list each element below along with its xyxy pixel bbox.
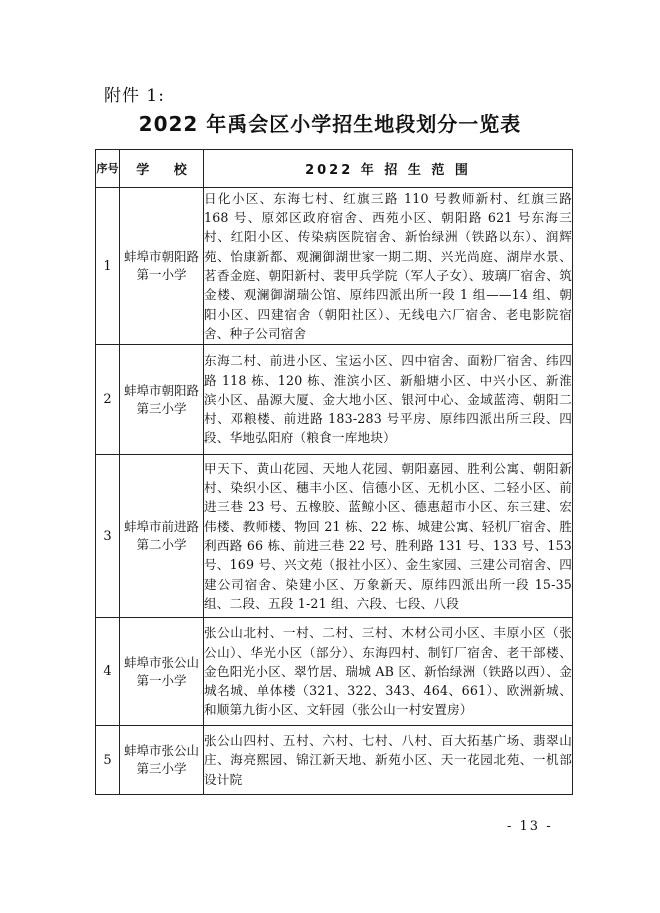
- table-row: [96, 618, 573, 726]
- header-school: 学 校: [120, 150, 204, 188]
- row-serial-no: 3: [96, 455, 120, 618]
- row-school-name: 蚌埠市张公山第三小学: [120, 726, 204, 795]
- row-serial-no: 5: [96, 726, 120, 795]
- row-enrollment-range: 东海二村、前进小区、宝运小区、四中宿舍、面粉厂宿舍、纬四路 118 栋、120 栋、淮滨小区、新船塘小区、中兴小区、新淮滨小区、晶源大厦、金大地小区、银河中心、金域蓝湾、朝阳二村、邓粮楼、前进路 183-283 号平房、原纬四派出所三段、四段、华地弘阳府（粮食一库地块）: [204, 345, 573, 455]
- row-school-name: 蚌埠市张公山第一小学: [120, 618, 204, 726]
- header-serial-no: 序号: [96, 150, 120, 188]
- row-school-name: 蚌埠市朝阳路第一小学: [120, 188, 204, 345]
- header-enrollment-range: 2022 年 招 生 范 围: [204, 150, 573, 188]
- table-row: [96, 726, 573, 795]
- row-school-name: 蚌埠市前进路第二小学: [120, 455, 204, 618]
- row-serial-no: 4: [96, 618, 120, 726]
- row-serial-no: 2: [96, 345, 120, 455]
- table-row: [96, 345, 573, 455]
- enrollment-zone-table: [95, 149, 573, 795]
- table-header-row: [96, 150, 573, 188]
- table-row: [96, 188, 573, 345]
- attachment-label: 附件 1:: [104, 86, 165, 106]
- row-enrollment-range: 甲天下、黄山花园、天地人花园、朝阳嘉园、胜利公寓、朝阳新村、染织小区、穗丰小区、信德小区、无机小区、二轻小区、前进三巷 23 号、五橡胶、蓝鲸小区、德惠超市小区、东三建、宏伟楼、教师楼、物回 21 栋、22 栋、城建公寓、轻机厂宿舍、胜利西路 66 栋、前进三巷 22 号、胜利路 131 号、133 号、153 号、169 号、兴文苑（报社小区）、金生家园、三建公司宿舍、四建公司宿舍、染建小区、万象新天、原纬四派出所一段 15-35 组、二段、五段 1-21 组、六段、七段、八段: [204, 455, 573, 618]
- row-enrollment-range: 张公山北村、一村、二村、三村、木材公司小区、丰原小区（张公山）、华光小区（部分）、东海四村、制钉厂宿舍、老干部楼、金色阳光小区、翠竹居、瑞城 AB 区、新怡绿洲（铁路以西）、金城名城、单体楼（321、322、343、464、661）、欧洲新城、和顺第九街小区、文轩园（张公山一村安置房）: [204, 618, 573, 726]
- table-row: [96, 455, 573, 618]
- row-serial-no: 1: [96, 188, 120, 345]
- row-enrollment-range: 日化小区、东海七村、红旗三路 110 号教师新村、红旗三路 168 号、原郊区政府宿舍、西苑小区、朝阳路 621 号东海三村、红阳小区、传染病医院宿舍、新怡绿洲（铁路以东）、润辉苑、怡康新都、观澜御湖世家一期二期、兴光尚庭、湖岸水景、茗香金庭、朝阳新村、裴甲兵学院（军人子女）、玻璃厂宿舍、筑金楼、观澜御湖瑞公馆、原纬四派出所一段 1 组——14 组、朝阳小区、四建宿舍（朝阳社区）、无线电六厂宿舍、老电影院宿舍、种子公司宿舍: [204, 188, 573, 345]
- page-number: - 13 -: [507, 819, 553, 834]
- row-enrollment-range: 张公山四村、五村、六村、七村、八村、百大拓基广场、翡翠山庄、海亮熙园、锦江新天地、新苑小区、天一花园北苑、一机部设计院: [204, 726, 573, 795]
- row-school-name: 蚌埠市朝阳路第三小学: [120, 345, 204, 455]
- document-title: 2022 年禹会区小学招生地段划分一览表: [138, 112, 522, 136]
